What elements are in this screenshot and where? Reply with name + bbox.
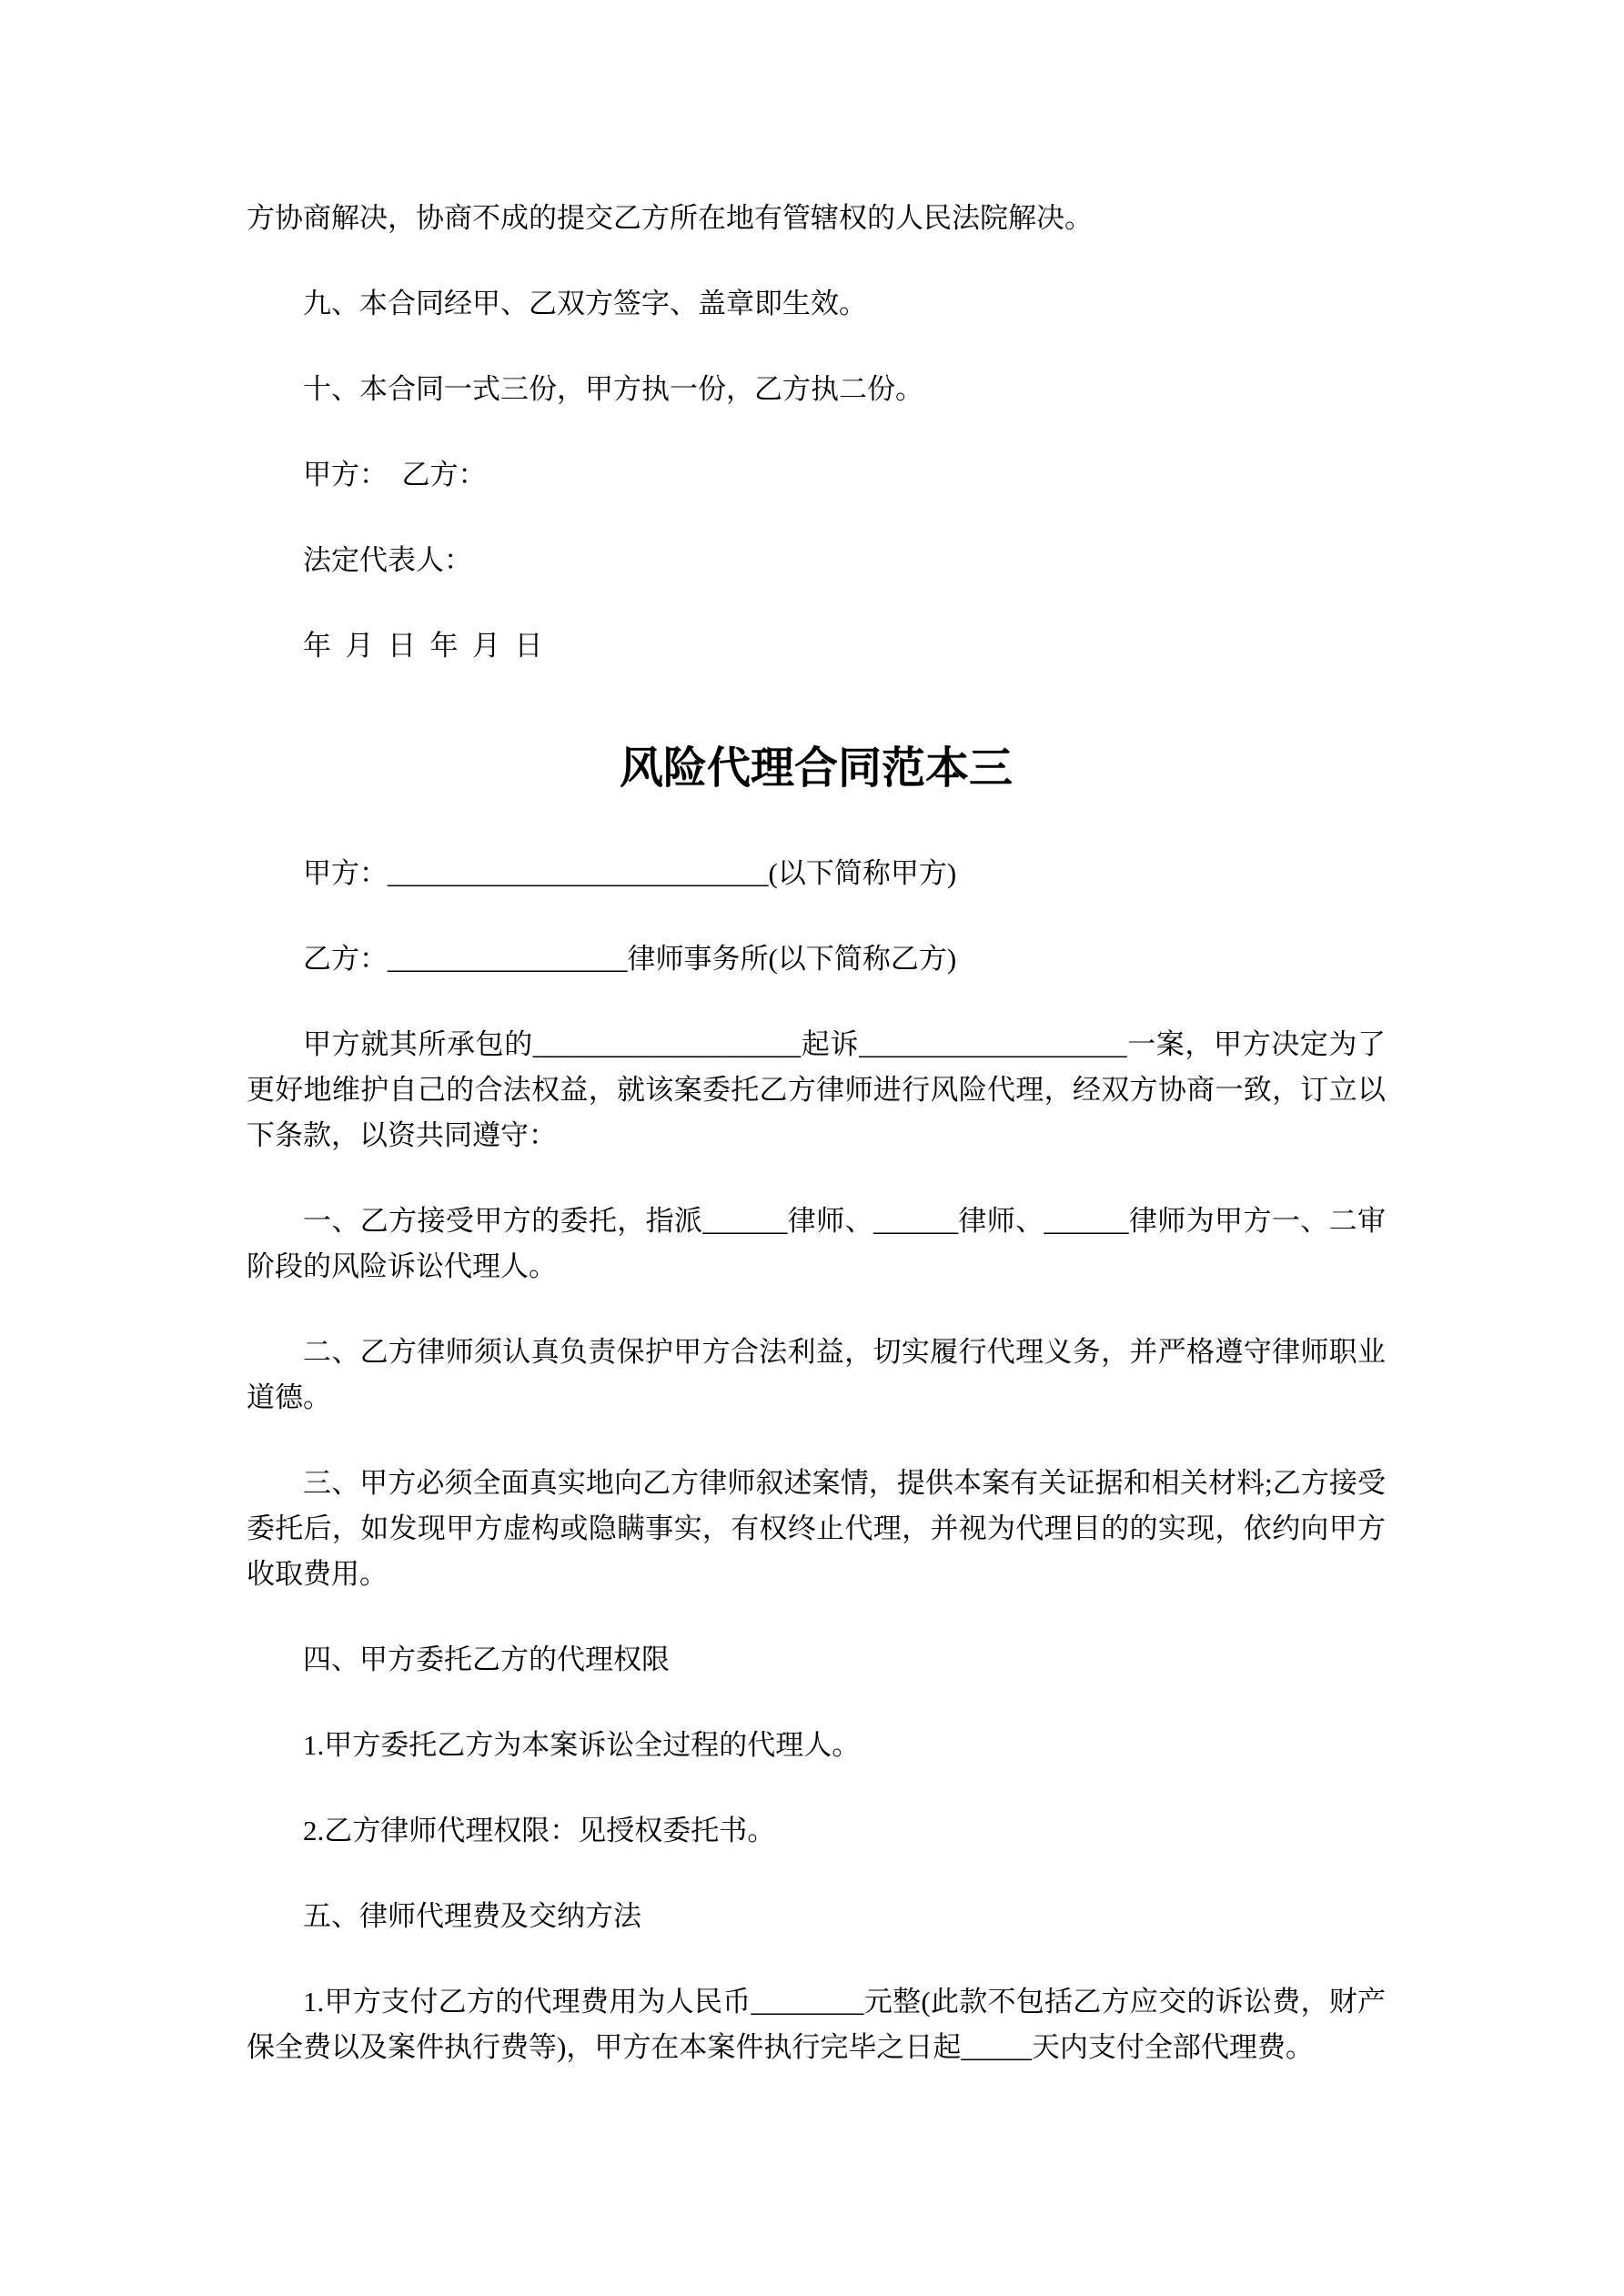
clause-three: 三、甲方必须全面真实地向乙方律师叙述案情，提供本案有关证据和相关材料;乙方接受委托后，如发现甲方虚构或隐瞒事实，有权终止代理，并视为代理目的的实现，依约向甲方收取费用。 <box>247 1467 1386 1590</box>
clause-four-item-1: 1.甲方委托乙方为本案诉讼全过程的代理人。 <box>303 1729 861 1761</box>
clause-five-heading: 五、律师代理费及交纳方法 <box>303 1900 641 1932</box>
clause-one: 一、乙方接受甲方的委托，指派______律师、______律师、______律师为甲方一、二审阶段的风险诉讼代理人。 <box>247 1205 1386 1282</box>
signature-dates: 年 月 日 年 月 日 <box>303 630 543 662</box>
paragraph: 方协商解决，协商不成的提交乙方所在地有管辖权的人民法院解决。 <box>247 202 1093 234</box>
party-a-line: 甲方：___________________________(以下简称甲方) <box>303 857 957 889</box>
clause-four-item-2: 2.乙方律师代理权限：见授权委托书。 <box>303 1815 776 1846</box>
party-b-line: 乙方：_________________律师事务所(以下简称乙方) <box>303 943 957 975</box>
legal-representative: 法定代表人： <box>303 544 472 576</box>
document-title: 风险代理合同范本三 <box>619 744 1013 793</box>
clause-four-heading: 四、甲方委托乙方的代理权限 <box>303 1644 670 1675</box>
signature-parties: 甲方： 乙方： <box>303 459 487 491</box>
clause-ten: 十、本合同一式三份，甲方执一份，乙方执二份。 <box>303 373 923 405</box>
clause-nine: 九、本合同经甲、乙双方签字、盖章即生效。 <box>303 288 867 319</box>
clause-two: 二、乙方律师须认真负责保护甲方合法利益，切实履行代理义务，并严格遵守律师职业道德。 <box>247 1336 1386 1413</box>
preamble: 甲方就其所承包的___________________起诉___________________一案，甲方决定为了更好地维护自己的合法权益，就该案委托乙方律师进行风险代理，经双方协商一致，订立以下条款，以资共同遵守： <box>247 1028 1386 1151</box>
document-page <box>247 196 1386 2110</box>
clause-five-item-1: 1.甲方支付乙方的代理费用为人民币________元整(此款不包括乙方应交的诉讼费，财产保全费以及案件执行费等)，甲方在本案件执行完毕之日起_____天内支付全部代理费。 <box>247 1986 1386 2063</box>
